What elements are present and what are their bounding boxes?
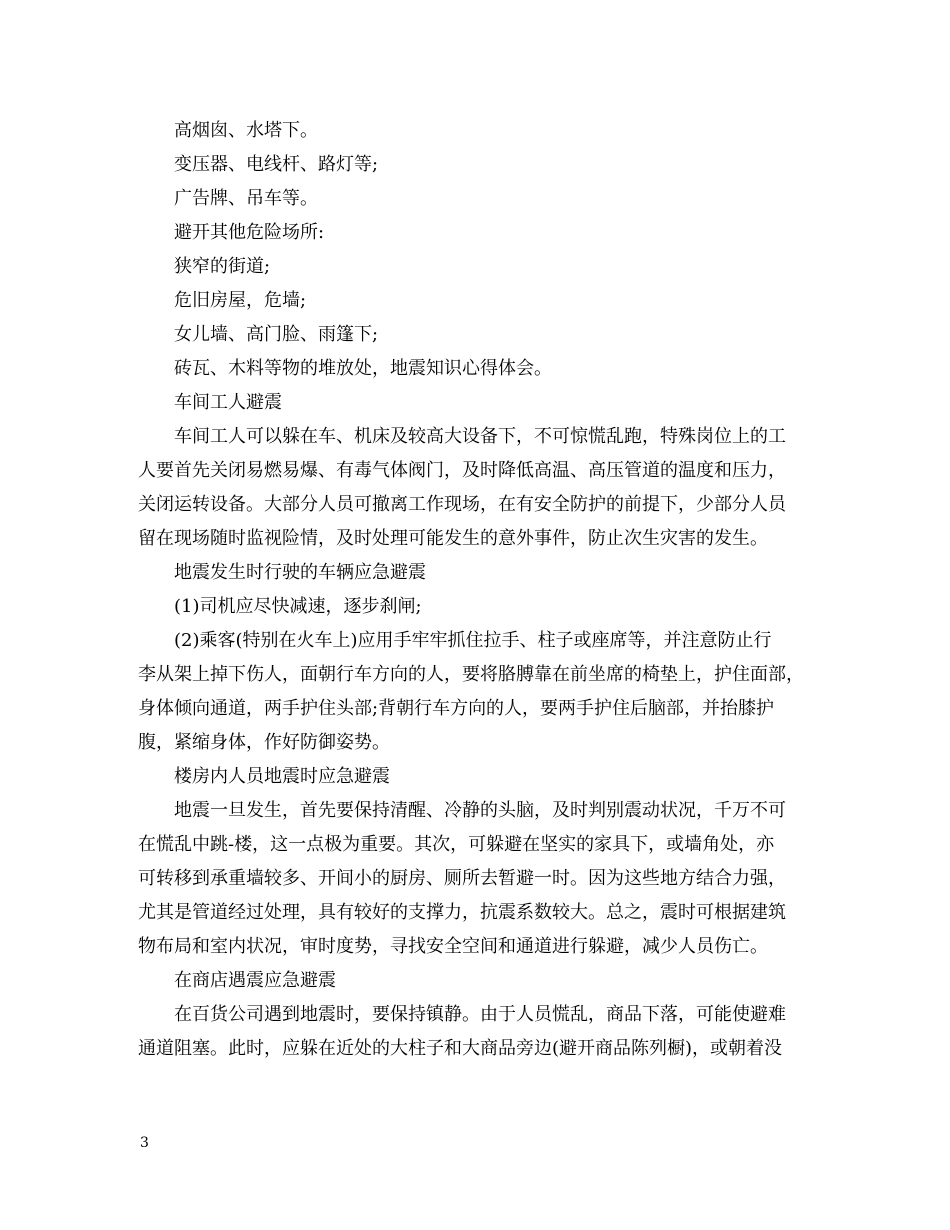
text-line: 可转移到承重墙较多、开间小的厨房、厕所去暂避一时。因为这些地方结合力强， — [138, 868, 786, 889]
text-line: 在百货公司遇到地震时，要保持镇静。由于人员慌乱，商品下落，可能使避难 — [174, 1004, 786, 1025]
text-line: 李从架上掉下伤人，面朝行车方向的人，要将胳膊靠在前坐席的椅垫上，护住面部， — [138, 664, 804, 685]
text-line: 砖瓦、木料等物的堆放处，地震知识心得体会。 — [174, 358, 552, 379]
section-heading: 车间工人避震 — [174, 392, 282, 413]
text-line: (1)司机应尽快减速，逐步刹闸; — [174, 596, 422, 617]
text-line: 高烟囱、水塔下。 — [174, 120, 318, 141]
text-line: 避开其他危险场所: — [174, 222, 325, 243]
text-line: 危旧房屋，危墙; — [174, 290, 307, 311]
section-heading: 在商店遇震应急避震 — [174, 970, 336, 991]
page-number: 3 — [140, 1135, 149, 1151]
section-heading: 地震发生时行驶的车辆应急避震 — [174, 562, 426, 583]
text-line: 尤其是管道经过处理，具有较好的支撑力，抗震系数较大。总之，震时可根据建筑 — [138, 902, 786, 923]
text-line: 在慌乱中跳-楼，这一点极为重要。其次，可躲避在坚实的家具下，或墙角处，亦 — [138, 834, 775, 855]
text-line: (2)乘客(特别在火车上)应用手牢牢抓住拉手、柱子或座席等，并注意防止行 — [174, 630, 772, 651]
text-line: 女儿墙、高门脸、雨篷下; — [174, 324, 379, 345]
text-line: 身体倾向通道，两手护住头部;背朝行车方向的人，要两手护住后脑部，并抬膝护 — [138, 698, 775, 719]
text-line: 广告牌、吊车等。 — [174, 188, 318, 209]
text-line: 腹，紧缩身体，作好防御姿势。 — [138, 732, 390, 753]
text-line: 物布局和室内状况，审时度势，寻找安全空间和通道进行躲避，减少人员伤亡。 — [138, 936, 768, 957]
text-line: 变压器、电线杆、路灯等; — [174, 154, 379, 175]
text-line: 留在现场随时监视险情，及时处理可能发生的意外事件，防止次生灾害的发生。 — [138, 528, 768, 549]
text-line: 地震一旦发生，首先要保持清醒、冷静的头脑，及时判别震动状况，千万不可 — [174, 800, 786, 821]
text-line: 狭窄的街道; — [174, 256, 271, 277]
text-line: 通道阻塞。此时，应躲在近处的大柱子和大商品旁边(避开商品陈列橱)，或朝着没 — [138, 1038, 783, 1059]
text-line: 车间工人可以躲在车、机床及较高大设备下，不可惊慌乱跑，特殊岗位上的工 — [174, 426, 786, 447]
text-line: 人要首先关闭易燃易爆、有毒气体阀门，及时降低高温、高压管道的温度和压力， — [138, 460, 786, 481]
text-line: 关闭运转设备。大部分人员可撤离工作现场，在有安全防护的前提下，少部分人员 — [138, 494, 786, 515]
section-heading: 楼房内人员地震时应急避震 — [174, 766, 390, 787]
